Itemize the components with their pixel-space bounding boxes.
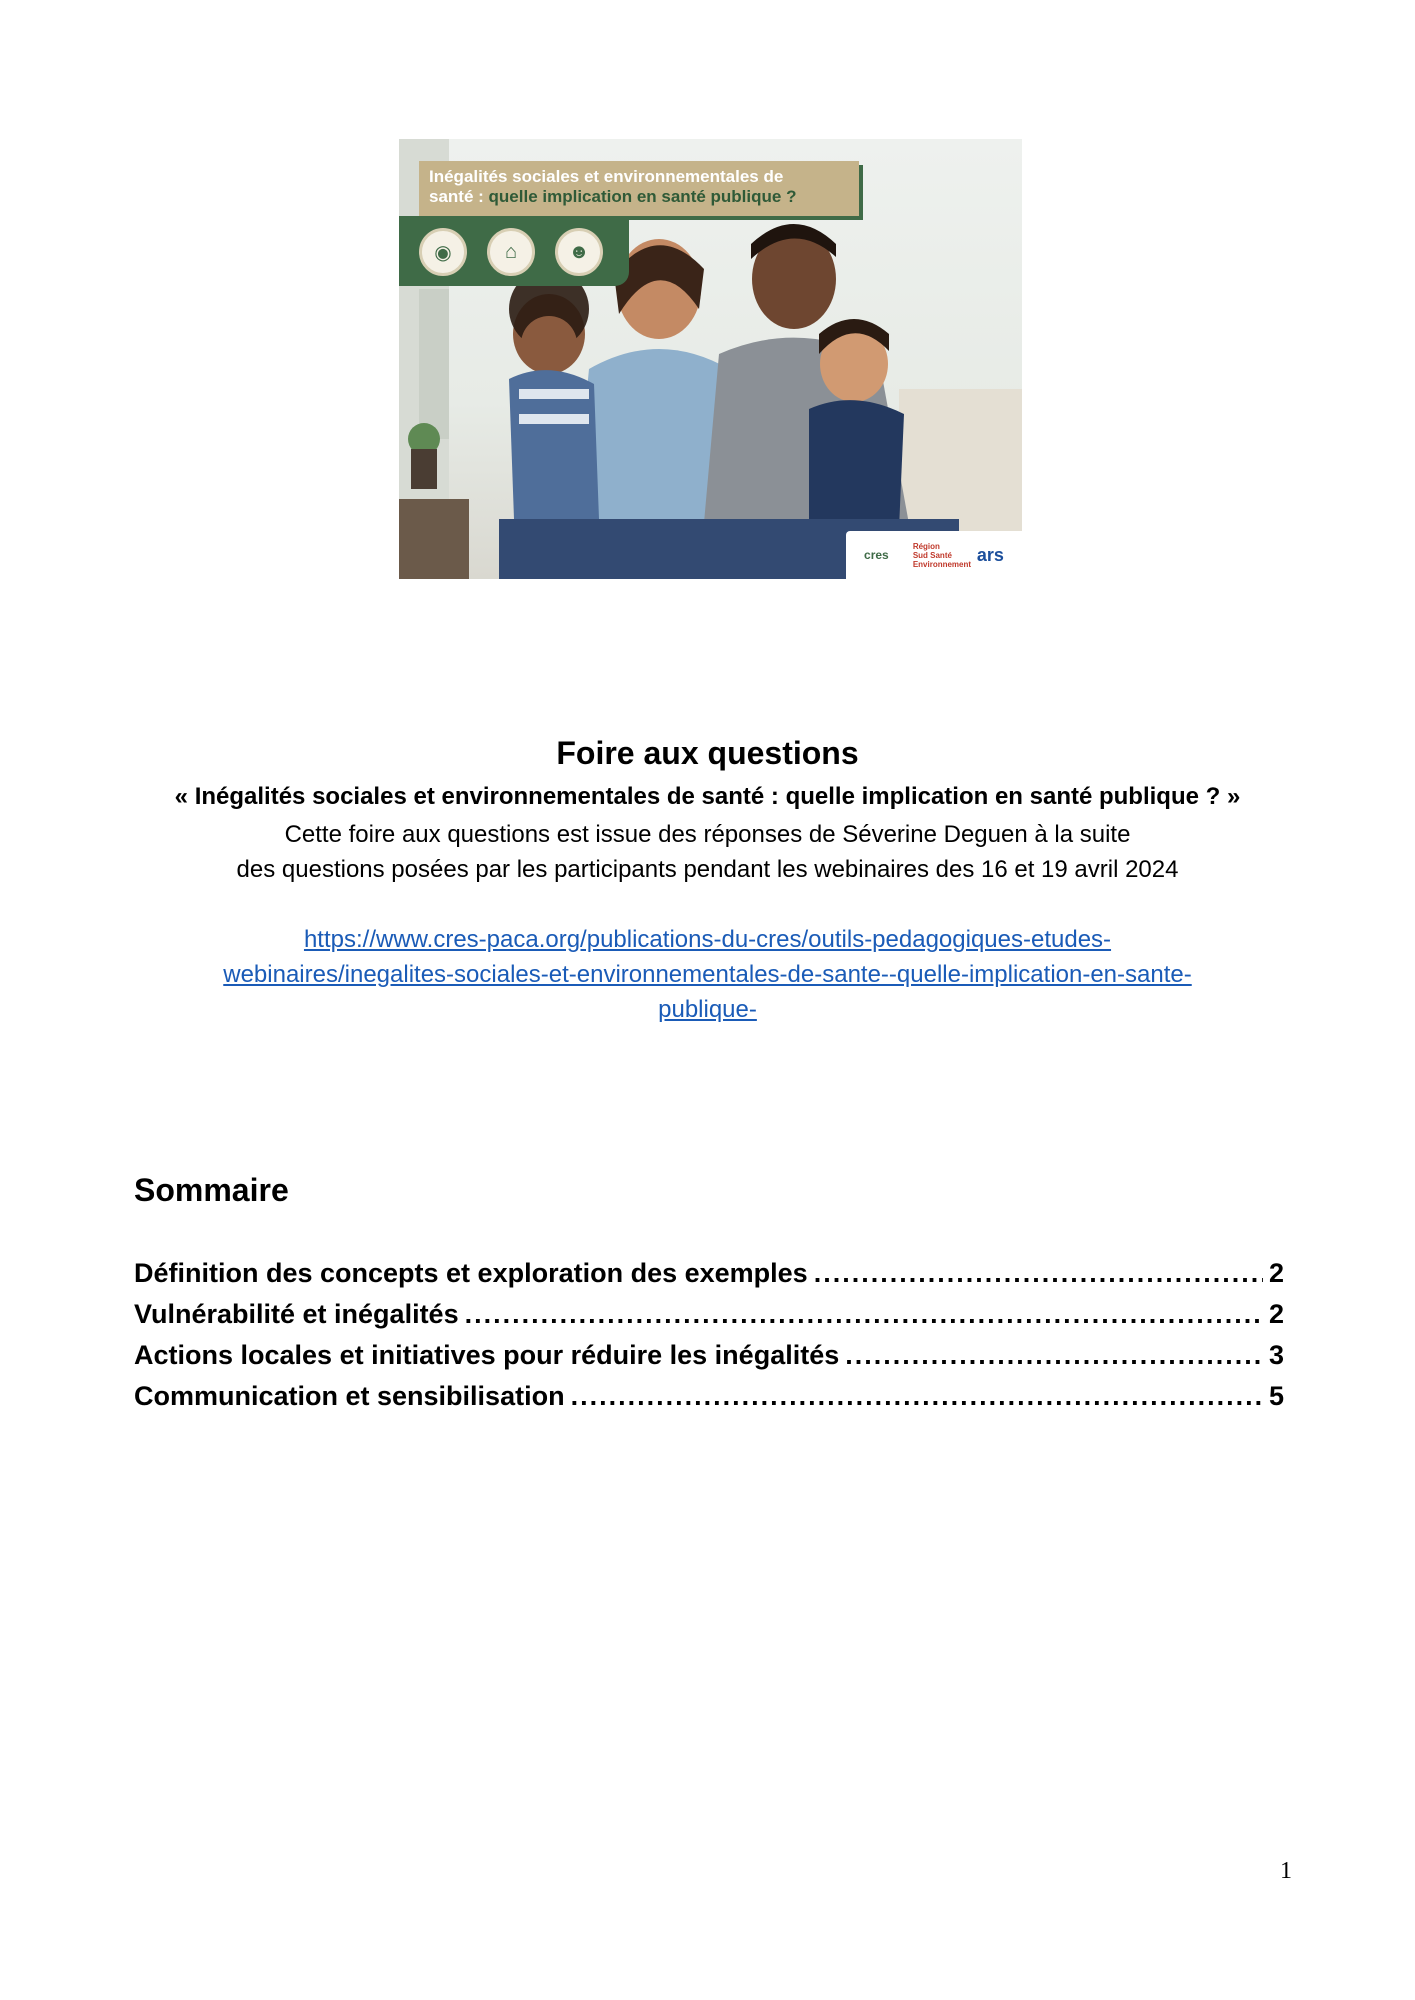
- houses-icon: ⌂: [487, 228, 535, 276]
- toc-entry-page: 2: [1268, 1258, 1284, 1288]
- link-line3[interactable]: publique-: [658, 996, 757, 1023]
- toc-entry-label: Communication et sensibilisation: [134, 1381, 565, 1411]
- toc-entry[interactable]: [134, 1258, 1284, 1299]
- toc-entry[interactable]: [134, 1381, 1284, 1422]
- intro-line1: Cette foire aux questions est issue des réponses de Séverine Deguen à la suite: [284, 821, 1131, 848]
- icon-strip: [399, 216, 629, 286]
- banner-line2: [429, 187, 849, 207]
- toc-leader: [845, 1340, 1263, 1371]
- intro-text: [0, 817, 1415, 887]
- toc-entry[interactable]: [134, 1299, 1284, 1340]
- link-line2[interactable]: webinaires/inegalites-sociales-et-environnementales-de-sante--quelle-implication-en-sante-: [223, 961, 1192, 988]
- toc-entry-label: Vulnérabilité et inégalités: [134, 1299, 459, 1329]
- toc-leader: [571, 1381, 1263, 1412]
- table-of-contents: [134, 1258, 1284, 1422]
- cres-logo: cres: [864, 548, 889, 562]
- page-number: 1: [1280, 1858, 1292, 1884]
- sommaire-heading: Sommaire: [134, 1172, 289, 1208]
- link-line1[interactable]: https://www.cres-paca.org/publications-du-cres/outils-pedagogiques-etudes-: [303, 926, 1112, 953]
- toc-entry-page: 3: [1268, 1340, 1284, 1370]
- toc-leader: [465, 1299, 1263, 1330]
- banner-prefix: santé :: [429, 187, 489, 206]
- cover-banner: [419, 161, 859, 216]
- banner-accent: quelle implication en santé publique ?: [488, 187, 797, 206]
- toc-entry-page: 5: [1268, 1381, 1284, 1411]
- toc-entry[interactable]: [134, 1340, 1284, 1381]
- page-subtitle: « Inégalités sociales et environnementales de santé : quelle implication en santé publique ? »: [174, 783, 1241, 810]
- toc-entry-label: Définition des concepts et exploration des exemples: [134, 1258, 808, 1288]
- partner-logos: [846, 531, 1022, 579]
- banner-line1: Inégalités sociales et environnementales de: [429, 167, 784, 186]
- intro-line2: des questions posées par les participants pendant les webinaires des 16 et 19 avril 2024: [236, 856, 1179, 883]
- toc-entry-page: 2: [1268, 1299, 1284, 1329]
- toc-entry-label: Actions locales et initiatives pour réduire les inégalités: [134, 1340, 840, 1370]
- cover-image: [399, 139, 1022, 579]
- globe-icon: ◉: [419, 228, 467, 276]
- ars-logo: ars: [976, 544, 1004, 565]
- sante-environnement-logo: Région Sud Santé Environnement: [912, 541, 972, 569]
- source-link[interactable]: [150, 922, 1265, 1027]
- page-title: Foire aux questions: [556, 735, 859, 771]
- toc-leader: [814, 1258, 1263, 1289]
- family-icon: ☻: [555, 228, 603, 276]
